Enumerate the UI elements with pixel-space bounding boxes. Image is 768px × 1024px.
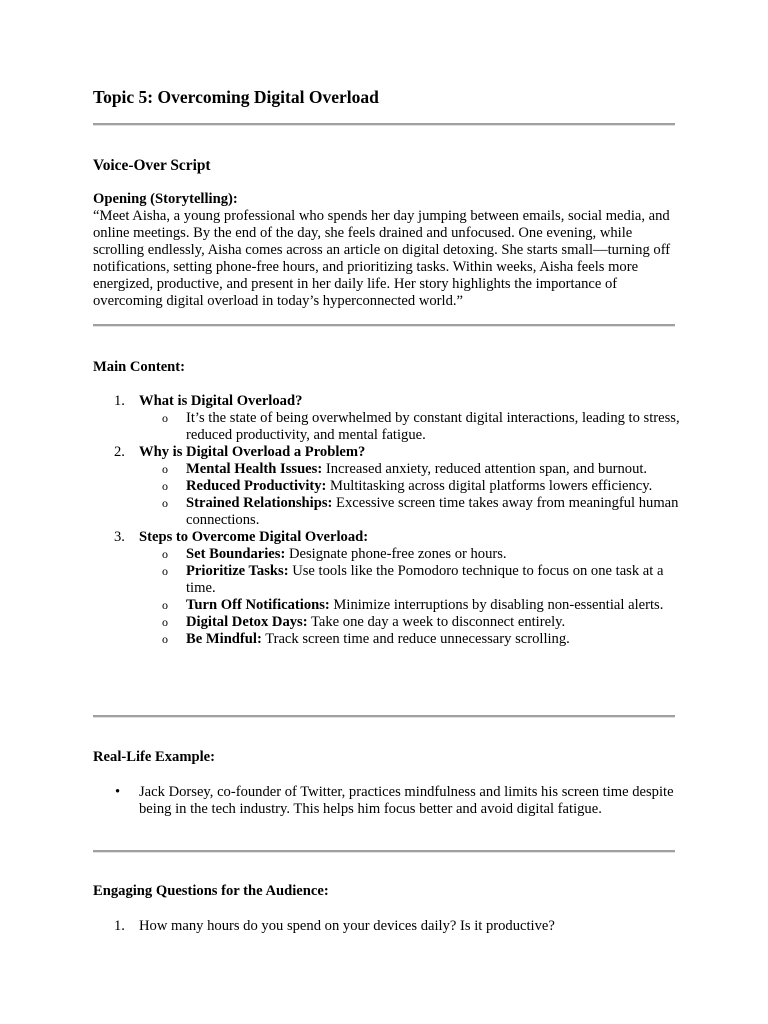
divider — [93, 324, 675, 327]
sub-item — [139, 495, 683, 529]
item-title: Steps to Overcome Digital Overload: — [139, 529, 369, 545]
sub-item — [139, 631, 683, 648]
bullet-icon: • — [115, 784, 121, 800]
sub-item-label: Turn Off Notifications: — [186, 597, 330, 613]
sub-bullet-icon: o — [162, 547, 168, 561]
sub-item-text: Designate phone-free zones or hours. — [285, 546, 507, 562]
question-text: How many hours do you spend on your devices daily? Is it productive? — [139, 918, 555, 934]
sub-item-text: Excessive screen time takes away from meaningful human connections. — [186, 495, 679, 528]
sub-item-text: Track screen time and reduce unnecessary scrolling. — [261, 631, 570, 647]
sub-item-label: Prioritize Tasks: — [186, 563, 289, 579]
divider — [93, 850, 675, 853]
list-item — [93, 529, 683, 648]
sub-bullet-icon: o — [162, 462, 168, 476]
list-item — [93, 918, 683, 935]
sub-item-text: Multitasking across digital platforms lowers efficiency. — [326, 478, 653, 494]
sub-item — [139, 410, 683, 444]
divider — [93, 123, 675, 126]
sub-bullet-icon: o — [162, 598, 168, 612]
page-title: Topic 5: Overcoming Digital Overload — [93, 87, 379, 107]
sub-item-label: Mental Health Issues: — [186, 461, 323, 477]
item-number: 3. — [114, 529, 125, 545]
sub-item-text: It’s the state of being overwhelmed by constant digital interactions, leading to stress, reduced productivity, and mental fatigue. — [186, 410, 680, 443]
list-item — [93, 784, 683, 818]
questions-heading: Engaging Questions for the Audience: — [93, 883, 329, 899]
sub-item-text: Minimize interruptions by disabling non-essential alerts. — [329, 597, 664, 613]
sub-list — [139, 461, 683, 529]
item-title: What is Digital Overload? — [139, 393, 303, 409]
opening-section — [93, 191, 683, 310]
sub-item-text: Increased anxiety, reduced attention span, and burnout. — [322, 461, 648, 477]
opening-label: Opening (Storytelling): — [93, 191, 238, 207]
sub-item-text: Use tools like the Pomodoro technique to focus on one task at a time. — [186, 563, 664, 596]
sub-bullet-icon: o — [162, 632, 168, 646]
real-life-text: Jack Dorsey, co-founder of Twitter, practices mindfulness and limits his screen time despite being in the tech industry. This helps him focus better and avoid digital fatigue. — [139, 784, 674, 817]
sub-item — [139, 563, 683, 597]
item-number: 1. — [114, 393, 125, 409]
sub-item-label: Digital Detox Days: — [186, 614, 308, 630]
sub-item — [139, 546, 683, 563]
sub-item — [139, 461, 683, 478]
questions-list — [93, 918, 683, 935]
item-number: 1. — [114, 918, 125, 934]
voiceover-heading: Voice-Over Script — [93, 157, 211, 174]
sub-bullet-icon: o — [162, 564, 168, 578]
sub-item-label: Reduced Productivity: — [186, 478, 327, 494]
sub-item — [139, 614, 683, 631]
sub-bullet-icon: o — [162, 411, 168, 425]
sub-bullet-icon: o — [162, 615, 168, 629]
divider — [93, 715, 675, 718]
sub-item-label: Be Mindful: — [186, 631, 262, 647]
sub-item-text: Take one day a week to disconnect entirely. — [307, 614, 566, 630]
real-life-heading: Real-Life Example: — [93, 749, 215, 765]
sub-item-label: Strained Relationships: — [186, 495, 333, 511]
sub-bullet-icon: o — [162, 496, 168, 510]
sub-bullet-icon: o — [162, 479, 168, 493]
real-life-list — [93, 784, 683, 818]
sub-list — [139, 546, 683, 648]
sub-list — [139, 410, 683, 444]
main-content-list — [93, 393, 683, 648]
main-content-heading: Main Content: — [93, 359, 186, 375]
list-item — [93, 393, 683, 444]
list-item — [93, 444, 683, 529]
item-title: Why is Digital Overload a Problem? — [139, 444, 366, 460]
opening-text: “Meet Aisha, a young professional who spends her day jumping between emails, social media, and online meetings. By the end of the day, she feels drained and unfocused. One evening, while scrolling endlessly, Aisha comes across an article on digital detoxing. She starts small—turning off notifications, setting phone-free hours, and prioritizing tasks. Within weeks, Aisha feels more energized, productive, and present in her daily life. Her story highlights the importance of overcoming digital overload in today’s hyperconnected world.” — [93, 208, 671, 309]
sub-item — [139, 478, 683, 495]
sub-item — [139, 597, 683, 614]
item-number: 2. — [114, 444, 125, 460]
sub-item-label: Set Boundaries: — [186, 546, 286, 562]
